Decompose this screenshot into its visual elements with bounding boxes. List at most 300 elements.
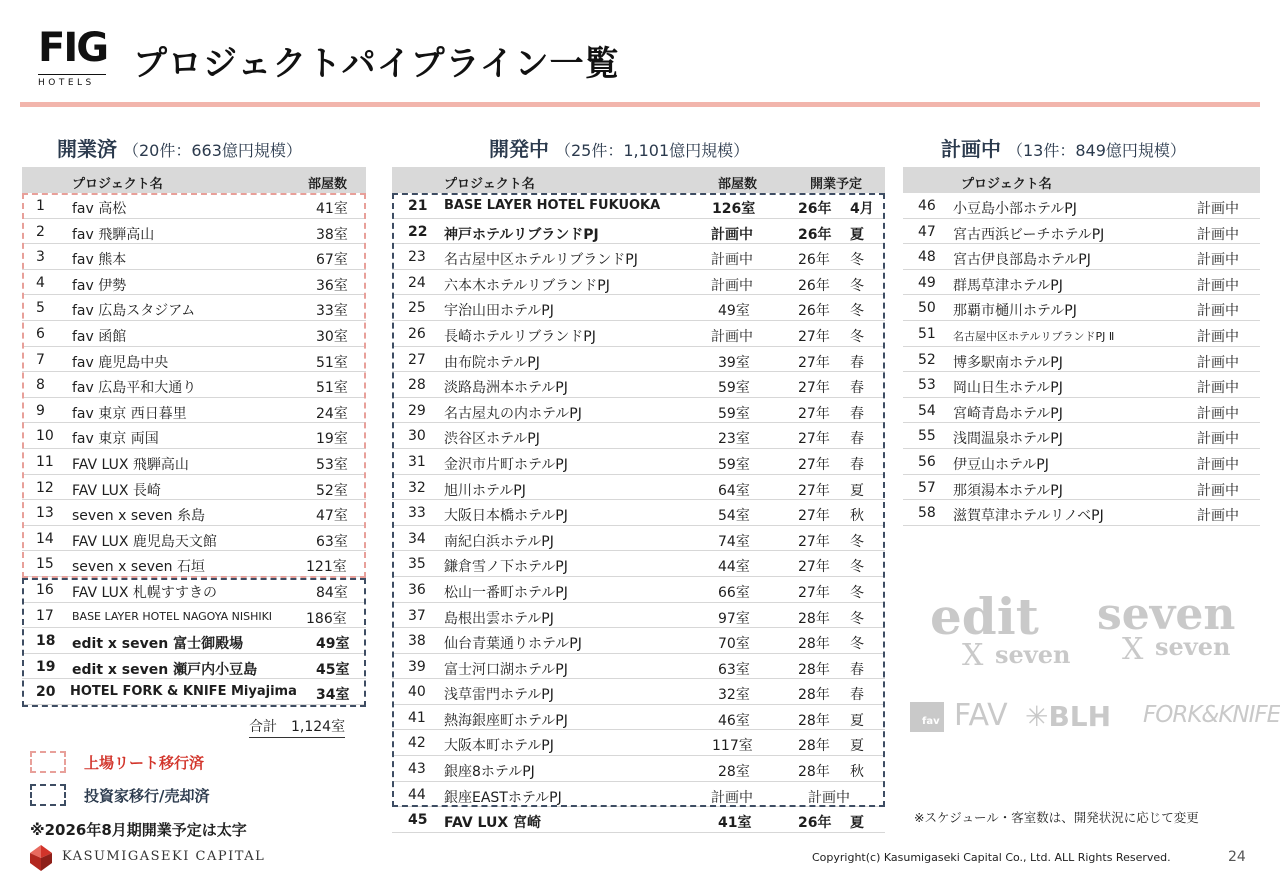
cell-no: 53 (918, 377, 936, 394)
open-table (22, 167, 366, 705)
cell-name: HOTEL FORK & KNIFE Miyajima (70, 684, 297, 700)
cell-no: 43 (408, 761, 426, 778)
cell-rooms: 53室 (316, 456, 348, 473)
cell-season: 冬 (850, 303, 864, 320)
cell-year: 27年 (798, 508, 830, 525)
cell-name: seven x seven 糸島 (72, 508, 205, 525)
table-row (392, 679, 885, 705)
cell-name: 宮崎青島ホテルPJ (953, 405, 1063, 422)
cell-no: 26 (408, 325, 426, 342)
cell-year: 28年 (798, 661, 830, 678)
cell-name: 岡山日生ホテルPJ (953, 380, 1063, 397)
cell-year: 27年 (798, 354, 830, 371)
table-row (392, 219, 885, 245)
cell-name: 宇治山田ホテルPJ (444, 303, 554, 320)
open-table-header (22, 167, 366, 193)
cell-season: 冬 (850, 328, 864, 345)
cell-rooms: 126室 (712, 201, 756, 217)
table-row (392, 295, 885, 321)
cell-year: 27年 (798, 456, 830, 473)
cell-no: 16 (36, 581, 54, 598)
cell-rooms: 30室 (316, 328, 348, 345)
edit-x-seven-logo (930, 587, 1039, 646)
cell-rooms: 66室 (718, 584, 750, 601)
table-row (903, 270, 1260, 296)
table-row (903, 347, 1260, 373)
cell-rooms: 46室 (718, 712, 750, 729)
table-row (392, 577, 885, 603)
cell-year: 27年 (798, 559, 830, 576)
cell-no: 14 (36, 530, 54, 547)
cell-rooms: 計画中 (711, 277, 753, 294)
table-row (392, 730, 885, 756)
cell-season: 春 (850, 456, 864, 473)
cell-no: 49 (918, 274, 936, 291)
cell-season: 冬 (850, 636, 864, 653)
cell-rooms: 19室 (316, 431, 348, 448)
cell-season: 春 (850, 405, 864, 422)
table-row (392, 398, 885, 424)
table-row (392, 705, 885, 731)
cell-season: 夏 (850, 482, 864, 499)
cell-name: FAV LUX 鹿児島天文館 (72, 533, 217, 550)
cell-name: seven x seven 石垣 (72, 559, 205, 576)
cell-no: 52 (918, 351, 936, 368)
cell-season: 冬 (850, 559, 864, 576)
cell-year: 28年 (798, 764, 830, 781)
cell-season: 春 (850, 354, 864, 371)
fav-mark-logo: fav (910, 702, 944, 732)
cell-rooms: 84室 (316, 584, 348, 601)
cell-rooms: 54室 (718, 508, 750, 525)
cell-year: 28年 (798, 610, 830, 627)
cell-no: 35 (408, 556, 426, 573)
logo-mark: FIG (38, 25, 108, 71)
cell-no: 21 (408, 198, 428, 214)
cell-rooms: 38室 (316, 226, 348, 243)
cell-status: 計画中 (1197, 303, 1239, 320)
table-row (22, 423, 366, 449)
cell-name: fav 伊勢 (72, 277, 127, 294)
header-schedule: 開業予定 (810, 177, 863, 192)
cell-rooms: 59室 (718, 456, 750, 473)
cell-name: 松山一番町ホテルPJ (444, 584, 568, 601)
cell-status: 計画中 (1197, 226, 1239, 243)
cell-name: 宮古西浜ビーチホテルPJ (953, 226, 1105, 243)
cell-no: 32 (408, 479, 426, 496)
cell-no: 15 (36, 556, 54, 573)
cell-year: 27年 (798, 533, 830, 550)
table-row (392, 756, 885, 782)
cell-name: 群馬草津ホテルPJ (953, 277, 1063, 294)
cell-rooms: 32室 (718, 687, 750, 704)
cell-year: 26年 (798, 277, 830, 294)
cell-rooms: 67室 (316, 252, 348, 269)
section-dev-heading (489, 133, 749, 162)
cell-name: fav 広島スタジアム (72, 303, 196, 320)
header-rooms: 部屋数 (718, 177, 758, 192)
edit-seven-word: seven (995, 640, 1071, 669)
cell-name: 宮古伊良部島ホテルPJ (953, 252, 1091, 269)
cell-name: fav 東京 西日暮里 (72, 405, 187, 422)
cell-season: 春 (850, 431, 864, 448)
cell-year: 26年 (798, 815, 832, 832)
cell-no: 19 (36, 658, 56, 675)
table-row (22, 270, 366, 296)
cell-rooms: 33室 (316, 303, 348, 320)
cell-name: 浅間温泉ホテルPJ (953, 431, 1063, 448)
cell-rooms: 186室 (306, 610, 347, 627)
fork-knife-logo: FORK&KNIFE (1143, 702, 1280, 728)
table-row (22, 603, 366, 629)
cell-name: fav 飛騨高山 (72, 226, 155, 243)
cell-no: 7 (36, 351, 45, 368)
cell-name: 銀座8ホテルPJ (444, 764, 535, 781)
cell-season: 冬 (850, 533, 864, 550)
cell-season: 冬 (850, 610, 864, 627)
schedule-note: ※スケジュール・客室数は、開発状況に応じて変更 (914, 810, 1199, 825)
cell-name: 南紀白浜ホテルPJ (444, 533, 554, 550)
table-row (903, 449, 1260, 475)
cell-season: 夏 (850, 815, 864, 832)
cell-status: 計画中 (1197, 431, 1239, 448)
cell-rooms: 34室 (316, 687, 350, 704)
table-row (903, 295, 1260, 321)
section-dev-sub: （25件：1,101億円規模） (555, 141, 750, 160)
header-project: プロジェクト名 (961, 177, 1052, 192)
cell-no: 41 (408, 709, 426, 726)
table-row (392, 807, 885, 833)
cell-status: 計画中 (1197, 328, 1239, 345)
cell-name: BASE LAYER HOTEL NAGOYA NISHIKI (72, 609, 273, 623)
cell-season: 秋 (850, 508, 864, 525)
cell-rooms: 52室 (316, 482, 348, 499)
cell-season: 冬 (850, 277, 864, 294)
cell-name: edit x seven 瀬戸内小豆島 (72, 661, 258, 678)
cell-name: 金沢市片町ホテルPJ (444, 456, 568, 473)
table-row (392, 628, 885, 654)
cell-rooms: 59室 (718, 405, 750, 422)
title-rule (20, 102, 1260, 107)
cell-year: 26年 (798, 226, 832, 243)
section-open-heading (57, 133, 302, 162)
company-name: KASUMIGASEKI CAPITAL (62, 848, 266, 864)
table-row (392, 372, 885, 398)
cell-status: 計画中 (1197, 482, 1239, 499)
cell-year: 26年 (798, 303, 830, 320)
cell-name: FAV LUX 飛騨高山 (72, 456, 189, 473)
cell-name: 島根出雲ホテルPJ (444, 610, 554, 627)
cell-no: 44 (408, 786, 426, 803)
cell-rooms: 23室 (718, 431, 750, 448)
kasumigaseki-mark-icon (30, 845, 52, 867)
cell-no: 3 (36, 249, 45, 266)
table-row (392, 782, 885, 808)
cell-no: 17 (36, 607, 54, 624)
cell-no: 34 (408, 530, 426, 547)
cell-no: 24 (408, 274, 426, 291)
cell-no: 23 (408, 249, 426, 266)
cell-name: 滋賀草津ホテルリノベPJ (953, 508, 1104, 525)
cell-season: 夏 (850, 738, 864, 755)
plan-table-header (903, 167, 1260, 193)
table-row (392, 475, 885, 501)
cell-status: 計画中 (1197, 405, 1239, 422)
cell-name: 鎌倉雪ノ下ホテルPJ (444, 559, 568, 576)
table-row (22, 654, 366, 680)
cell-rooms: 51室 (316, 354, 348, 371)
table-row (392, 551, 885, 577)
seven-x-mark: X (1122, 632, 1144, 667)
cell-rooms: 49室 (718, 303, 750, 320)
cell-rooms: 41室 (316, 201, 348, 217)
cell-status: 計画中 (1197, 456, 1239, 473)
cell-season: 夏 (850, 712, 864, 729)
table-row (392, 500, 885, 526)
cell-name: 大阪本町ホテルPJ (444, 738, 554, 755)
cell-season: 春 (850, 661, 864, 678)
table-row (903, 372, 1260, 398)
cell-name: 那須湯本ホテルPJ (953, 482, 1063, 499)
section-dev-title: 開発中 (489, 137, 549, 161)
bold-note: ※2026年8月期開業予定は太字 (30, 821, 247, 839)
table-row (22, 244, 366, 270)
cell-no: 55 (918, 428, 936, 445)
header-rooms: 部屋数 (308, 177, 348, 192)
cell-no: 47 (918, 223, 936, 240)
cell-no: 10 (36, 428, 54, 445)
dev-table-body (392, 193, 885, 833)
cell-no: 25 (408, 300, 426, 317)
cell-no: 27 (408, 351, 426, 368)
cell-name: 那覇市樋川ホテルPJ (953, 303, 1077, 320)
brand-edit: edit (930, 587, 1039, 646)
cell-year: 計画中 (808, 789, 850, 806)
cell-season: 冬 (850, 584, 864, 601)
table-row (903, 193, 1260, 219)
table-row (392, 603, 885, 629)
cell-rooms: 121室 (306, 559, 347, 576)
open-table-body (22, 193, 366, 705)
cell-season: 春 (850, 687, 864, 704)
cell-name: FAV LUX 宮崎 (444, 815, 542, 832)
cell-year: 28年 (798, 687, 830, 704)
dev-table-header (392, 167, 885, 193)
cell-no: 31 (408, 453, 426, 470)
cell-name: 旭川ホテルPJ (444, 482, 526, 499)
cell-no: 56 (918, 453, 936, 470)
table-row (22, 449, 366, 475)
cell-rooms: 70室 (718, 636, 750, 653)
table-row (903, 475, 1260, 501)
table-row (22, 398, 366, 424)
cell-year: 27年 (798, 405, 830, 422)
cell-name: BASE LAYER HOTEL FUKUOKA (444, 198, 661, 213)
dev-table (392, 167, 885, 833)
cell-name: 富士河口湖ホテルPJ (444, 661, 568, 678)
table-row (22, 193, 366, 219)
legend-investor-swatch (30, 784, 66, 806)
cell-name: edit x seven 富士御殿場 (72, 636, 244, 653)
page-title: プロジェクトパイプライン一覧 (133, 44, 620, 84)
cell-name: 大阪日本橋ホテルPJ (444, 508, 568, 525)
cell-status: 計画中 (1197, 380, 1239, 397)
cell-name: 博多駅南ホテルPJ (953, 354, 1063, 371)
kasumigaseki-capital-logo (30, 845, 265, 867)
table-row (22, 628, 366, 654)
cell-no: 50 (918, 300, 936, 317)
cell-name: 小豆島小部ホテルPJ (953, 201, 1077, 217)
cell-no: 18 (36, 633, 56, 650)
cell-status: 計画中 (1197, 201, 1239, 217)
cell-name: fav 高松 (72, 201, 127, 217)
cell-rooms: 47室 (316, 508, 348, 525)
cell-name: fav 鹿児島中央 (72, 354, 169, 371)
cell-rooms: 39室 (718, 354, 750, 371)
header-project: プロジェクト名 (72, 177, 163, 192)
section-plan-title: 計画中 (941, 137, 1001, 161)
cell-status: 計画中 (1197, 354, 1239, 371)
table-row (392, 193, 885, 219)
cell-rooms: 24室 (316, 405, 348, 422)
cell-no: 22 (408, 223, 428, 240)
cell-rooms: 49室 (316, 636, 350, 653)
cell-rooms: 51室 (316, 380, 348, 397)
cell-rooms: 63室 (316, 533, 348, 550)
cell-status: 計画中 (1197, 252, 1239, 269)
cell-year: 28年 (798, 636, 830, 653)
table-row (22, 551, 366, 577)
cell-rooms: 計画中 (711, 252, 753, 269)
cell-no: 33 (408, 505, 426, 522)
cell-rooms: 64室 (718, 482, 750, 499)
cell-name: 淡路島洲本ホテルPJ (444, 380, 568, 397)
cell-status: 計画中 (1197, 508, 1239, 525)
table-row (392, 321, 885, 347)
cell-no: 28 (408, 377, 426, 394)
table-row (22, 295, 366, 321)
table-row (22, 500, 366, 526)
cell-name: 六本木ホテルリブランドPJ (444, 277, 610, 294)
seven-second-word: seven (1155, 632, 1231, 661)
legend-reit-swatch (30, 751, 66, 773)
cell-rooms: 63室 (718, 661, 750, 678)
cell-season: 夏 (850, 226, 864, 243)
cell-no: 6 (36, 325, 45, 342)
cell-name: 神戸ホテルリブランドPJ (444, 226, 599, 243)
cell-no: 58 (918, 505, 936, 522)
cell-year: 28年 (798, 738, 830, 755)
table-row (392, 423, 885, 449)
cell-no: 48 (918, 249, 936, 266)
table-row (903, 244, 1260, 270)
legend-reit-label: 上場リート移行済 (84, 753, 205, 772)
cell-season: 春 (850, 380, 864, 397)
table-row (392, 270, 885, 296)
table-row (22, 577, 366, 603)
cell-no: 40 (408, 684, 426, 701)
cell-name: 名古屋中区ホテルリブランドPJ Ⅱ (953, 329, 1115, 343)
cell-no: 13 (36, 505, 54, 522)
table-row (22, 679, 366, 705)
cell-no: 45 (408, 812, 428, 829)
cell-no: 51 (918, 325, 936, 342)
plan-table-body (903, 193, 1260, 526)
cell-no: 5 (36, 300, 45, 317)
copyright: Copyright(c) Kasumigaseki Capital Co., Ltd. ALL Rights Reserved. (812, 851, 1171, 864)
logo-sub: HOTELS (38, 74, 106, 88)
cell-rooms: 28室 (718, 764, 750, 781)
cell-year: 27年 (798, 328, 830, 345)
fav-logo: FAV (954, 698, 1008, 733)
table-row (392, 449, 885, 475)
section-plan-sub: （13件：849億円規模） (1007, 141, 1186, 160)
header-project: プロジェクト名 (444, 177, 535, 192)
cell-no: 9 (36, 402, 45, 419)
table-row (392, 347, 885, 373)
cell-rooms: 44室 (718, 559, 750, 576)
cell-name: 銀座EASTホテルPJ (444, 789, 562, 806)
cell-name: 由布院ホテルPJ (444, 354, 540, 371)
cell-rooms: 59室 (718, 380, 750, 397)
cell-rooms: 117室 (712, 738, 753, 755)
page-number: 24 (1228, 849, 1246, 865)
cell-no: 38 (408, 633, 426, 650)
cell-no: 30 (408, 428, 426, 445)
table-row (903, 500, 1260, 526)
cell-name: 浅草雷門ホテルPJ (444, 687, 554, 704)
legend-investor (30, 784, 209, 806)
cell-no: 4 (36, 274, 45, 291)
cell-no: 20 (36, 684, 56, 701)
cell-name: 名古屋中区ホテルリブランドPJ (444, 252, 638, 269)
cell-name: 仙台青葉通りホテルPJ (444, 636, 582, 653)
cell-year: 27年 (798, 431, 830, 448)
legend-investor-label: 投資家移行/売却済 (84, 786, 210, 805)
cell-year: 27年 (798, 380, 830, 397)
plan-table (903, 167, 1260, 526)
seven-x-seven-logo: seven (1097, 589, 1236, 640)
blh-logo: ✳BLH (1025, 700, 1112, 733)
cell-rooms: 計画中 (711, 226, 753, 243)
cell-rooms: 36室 (316, 277, 348, 294)
cell-year: 27年 (798, 482, 830, 499)
cell-rooms: 97室 (718, 610, 750, 627)
cell-name: fav 東京 両国 (72, 431, 159, 448)
cell-no: 54 (918, 402, 936, 419)
cell-no: 12 (36, 479, 54, 496)
cell-no: 11 (36, 453, 54, 470)
cell-name: 名古屋丸の内ホテルPJ (444, 405, 582, 422)
cell-year: 28年 (798, 712, 830, 729)
cell-rooms: 45室 (316, 661, 350, 678)
table-row (22, 475, 366, 501)
cell-name: fav 熊本 (72, 252, 127, 269)
table-row (903, 423, 1260, 449)
section-open-title: 開業済 (57, 137, 117, 161)
cell-rooms: 計画中 (711, 789, 753, 806)
cell-name: 熱海銀座町ホテルPJ (444, 712, 568, 729)
cell-no: 8 (36, 377, 45, 394)
table-row (392, 654, 885, 680)
cell-no: 29 (408, 402, 426, 419)
table-row (903, 398, 1260, 424)
table-row (22, 219, 366, 245)
cell-season: 秋 (850, 764, 864, 781)
table-row (22, 347, 366, 373)
cell-no: 2 (36, 223, 45, 240)
table-row (392, 526, 885, 552)
